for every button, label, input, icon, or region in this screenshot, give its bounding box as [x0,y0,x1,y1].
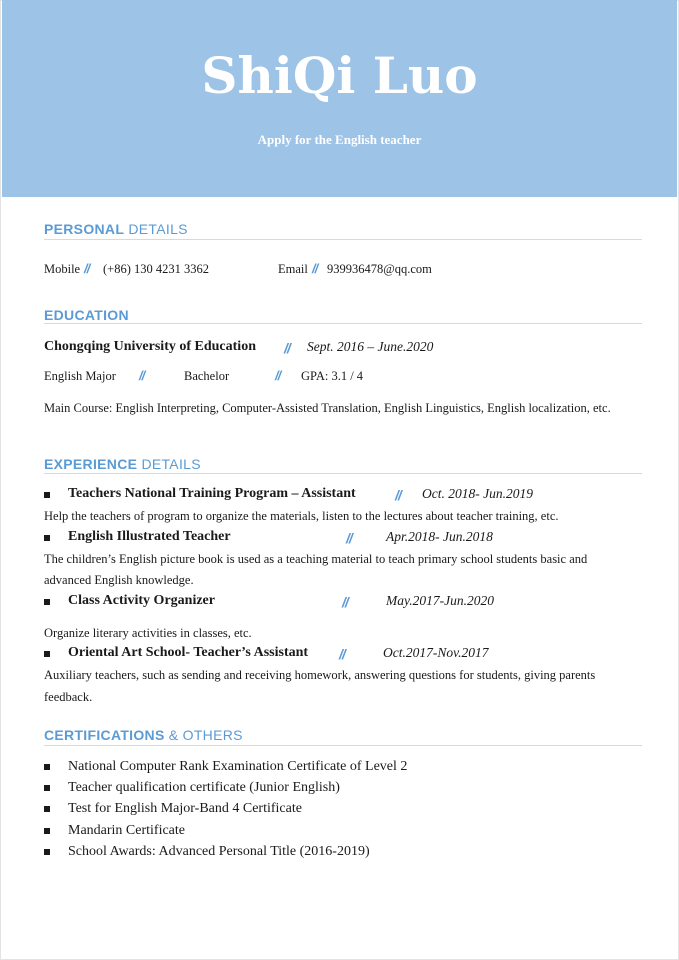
section-divider [44,745,642,746]
separator-icon: // [342,594,348,610]
main-courses: Main Course: English Interpreting, Computer-Assisted Translation, English Linguistics, English localization, etc. [44,401,611,415]
section-divider [44,473,642,474]
separator-icon: // [312,261,318,276]
heading-rest: DETAILS [124,221,188,237]
section-divider [44,239,642,240]
job-title: Oriental Art School- Teacher’s Assistant [68,645,309,660]
section-experience-heading [44,456,201,472]
job-title: Teachers National Training Program – Assistant [68,486,356,501]
section-certifications-heading [44,727,243,743]
heading-bold: PERSONAL [44,221,125,237]
email-value: 939936478@qq.com [327,262,432,276]
heading-bold: EXPERIENCE [44,456,138,472]
job-dates: Apr.2018- Jun.2018 [386,529,493,544]
job-description: advanced English knowledge. [44,573,194,587]
email-label: Email [278,262,308,276]
heading-rest: DETAILS [137,456,201,472]
bullet-icon [44,785,50,791]
section-personal-heading [44,221,188,237]
separator-icon: // [339,646,345,662]
job-description: The children’s English picture book is used as a teaching material to teach primary school students basic and [44,552,588,566]
bullet-icon [44,535,50,541]
job-title: Class Activity Organizer [68,593,215,608]
job-dates: Oct.2017-Nov.2017 [383,645,489,660]
job-description: Help the teachers of program to organize the materials, listen to the lectures about teacher training, etc. [44,509,559,523]
school-dates: Sept. 2016 – June.2020 [307,339,434,354]
certificate-item: Mandarin Certificate [68,823,186,838]
bullet-icon [44,828,50,834]
bullet-icon [44,492,50,498]
separator-icon: // [395,487,401,503]
certificate-item: National Computer Rank Examination Certificate of Level 2 [68,759,408,774]
job-description: feedback. [44,690,93,704]
bullet-icon [44,764,50,770]
job-dates: Oct. 2018- Jun.2019 [422,486,533,501]
candidate-name: ShiQi Luo [201,46,478,105]
section-divider [44,323,642,324]
separator-icon: // [84,261,90,276]
major: English Major [44,369,116,383]
bullet-icon [44,651,50,657]
bullet-icon [44,599,50,605]
separator-icon: // [139,368,145,383]
separator-icon: // [284,340,290,356]
degree: Bachelor [184,369,230,383]
gpa: GPA: 3.1 / 4 [301,369,364,383]
job-dates: May.2017-Jun.2020 [386,593,494,608]
certificate-item: Test for English Major-Band 4 Certificate [68,801,302,816]
job-description: Auxiliary teachers, such as sending and receiving homework, answering questions for students, giving parents [44,668,596,682]
certificate-item: Teacher qualification certificate (Junior English) [68,780,340,795]
separator-icon: // [346,530,352,546]
heading-bold: CERTIFICATIONS [44,727,165,743]
school-name: Chongqing University of Education [44,339,256,354]
bullet-icon [44,849,50,855]
mobile-label: Mobile [44,262,81,276]
bullet-icon [44,806,50,812]
separator-icon: // [275,368,281,383]
heading-rest: & OTHERS [164,727,243,743]
section-education-heading [44,307,129,323]
heading-bold: EDUCATION [44,307,129,323]
job-objective: Apply for the English teacher [257,132,422,147]
job-description: Organize literary activities in classes, etc. [44,626,252,640]
certificate-item: School Awards: Advanced Personal Title (2016-2019) [68,844,370,859]
job-title: English Illustrated Teacher [68,529,231,544]
mobile-value: (+86) 130 4231 3362 [103,262,209,276]
